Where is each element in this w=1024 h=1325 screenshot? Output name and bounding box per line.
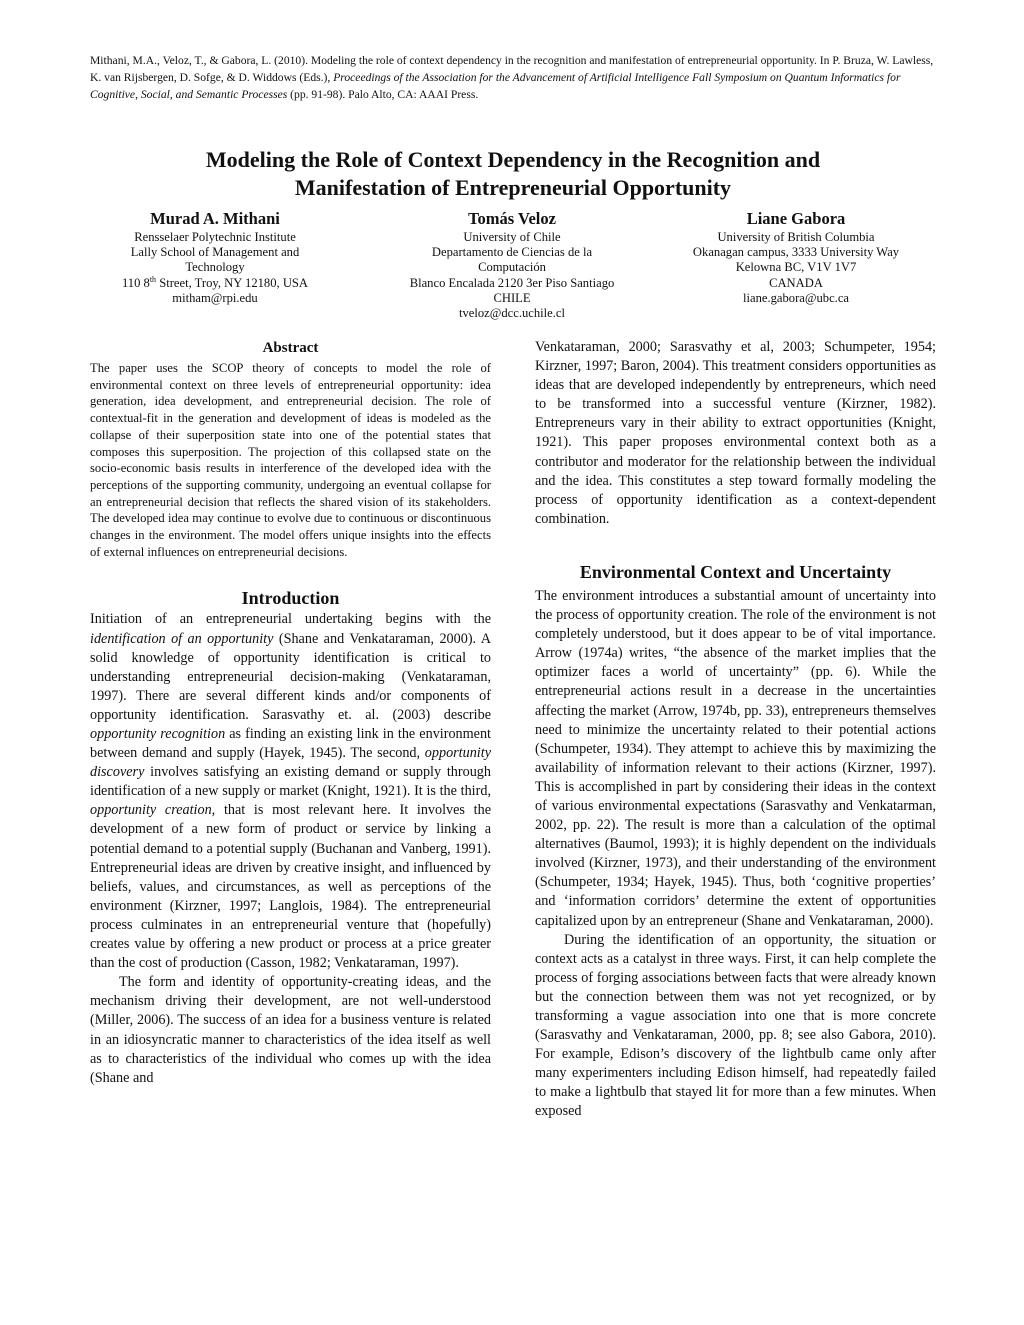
author-address: Kelowna BC, V1V 1V7 <box>735 260 857 275</box>
author-affiliation: University of Chile <box>463 230 561 244</box>
author-country: CANADA <box>769 275 823 290</box>
author-veloz <box>376 208 648 321</box>
environment-heading: Environmental Context and Uncertainty <box>579 561 892 582</box>
introduction-heading: Introduction <box>241 588 340 609</box>
author-name: Murad A. Mithani <box>150 209 280 228</box>
author-name: Tomás Veloz <box>468 209 556 228</box>
abstract-heading: Abstract <box>262 340 319 356</box>
citation-text: Mithani, M.A., Veloz, T., & Gabora, L. (2010). Modeling the role of context dependency in the recognition and manifestation of entrepreneurial opportunity. In P. Bruza, W. Lawless, K. van Rijsbergen, D. Sofge, & D. Widdows (Eds.), <box>90 54 934 84</box>
introduction-paragraph-1: Initiation of an entrepreneurial undertaking begins with the identification of an opportunity (Shane and Venkataraman, 2000). A solid knowledge of opportunity identification is critical to understanding entrepreneurial decision-making (Venkataraman, 1997). There are several different kinds and/or components of opportunity identification. Sarasvathy et. al. (2003) describe opportunity recognition as finding an existing link in the environment between demand and supply (Hayek, 1945). The second, opportunity discovery involves satisfying an existing demand or supply through identification of a new supply or market (Knight, 1921). It is the third, opportunity creation, that is most relevant here. It involves the development of a new form of product or service by linking a potential demand to a potential supply (Buchanan and Vanberg, 1991). Entrepreneurial ideas are driven by creative insight, and influenced by beliefs, values, and circumstances, as well as perceptions of the environment (Kirzner, 1997; Langlois, 1984). The entrepreneurial process culminates in an entrepreneurial venture that (hopefully) creates value by offering a new product or process at a price greater than the cost of production (Casson, 1982; Venkataraman, 1997). <box>90 611 492 972</box>
citation <box>90 52 936 103</box>
author-affiliation: Departamento de Ciencias de la <box>431 245 593 260</box>
environment-paragraph-1: The environment introduces a substantial amount of uncertainty into the process of opportunity creation. The role of the environment is not completely understood, but it does appear to be of vital importance. Arrow (1974a) writes, “the absence of the market implies that the optimizer faces a world of uncertainty” (pp. 6). While the entrepreneurial actions result in a decrease in the uncertainties affecting the market (Arrow, 1974b, pp. 33), entrepreneurs themselves need to minimize the uncertainty related to their potential actions (Schumpeter, 1934). They attempt to achieve this by maximizing the availability of information relevant to their actions (Kirzner, 1997). This is accomplished in part by considering their ideas in the context of various environmental expectations (Sarasvathy and Venkatarman, 2002, pp. 22). The result is more than a calculation of the optimal alternatives (Baumol, 1993); it is highly dependent on the individuals involved (Kirzner, 1973), and their understanding of the environment (Schumpeter, 1934; Hayek, 1945). Thus, both ‘cognitive properties’ and ‘information corridors’ determine the extent of opportunities capitalized upon by an entrepreneur (Shane and Venkataraman, 2000). <box>535 587 936 929</box>
citation-proceedings: Proceedings of the Association for the Advancement of Artificial Intelligence Fall Symposium on Quantum Informatics for Cognitive, Social, and Semantic Processes <box>90 71 901 101</box>
author-address: 110 8th Street, Troy, NY 12180, USA <box>121 274 309 290</box>
author-affiliation: University of British Columbia <box>717 230 875 244</box>
author-country: CHILE <box>493 290 531 305</box>
environment-paragraph-2: During the identification of an opportunity, the situation or context acts as a catalyst in three ways. First, it can help complete the process of forging associations between facts that were already known but the connection between them was not yet recognized, or by transforming a vague association into one that is more concrete (Sarasvathy and Venkataraman, 2000, pp. 8; see also Gabora, 2010). For example, Edison’s discovery of the lightbulb came only after many experimenters including Edison himself, had repeatedly failed to make a lightbulb that stayed lit for more than a few minutes. When exposed <box>535 931 936 1120</box>
author-affiliation: Technology <box>185 260 245 275</box>
authors-block <box>0 208 1024 328</box>
author-name: Liane Gabora <box>746 209 846 228</box>
author-mithani <box>90 208 340 306</box>
left-column <box>90 338 491 1088</box>
author-email: liane.gabora@ubc.ca <box>743 290 849 305</box>
paper-title <box>90 146 936 202</box>
citation-pages: (pp. 91-98). Palo Alto, CA: AAAI Press. <box>287 88 479 101</box>
author-address: Blanco Encalada 2120 3er Piso Santiago <box>409 275 615 290</box>
author-affiliation: Rensselaer Polytechnic Institute <box>134 230 296 244</box>
author-email: mitham@rpi.edu <box>172 290 258 305</box>
introduction-continuation: Venkataraman, 2000; Sarasvathy et al, 2003; Schumpeter, 1954; Kirzner, 1997; Baron, 2004). This treatment considers opportunities as ideas that are developed independently by entrepreneurs, which need to be transformed into a successful venture (Kirzner, 1982). Entrepreneurs vary in their ability to extract opportunities (Knight, 1921). This paper proposes environmental context both as a contributor and moderator for the relationship between the individual and the idea. This constitutes a step toward formally modeling the process of opportunity identification as a context-dependent combination. <box>535 339 936 527</box>
author-affiliation: Okanagan campus, 3333 University Way <box>692 245 900 260</box>
title-line-2: Manifestation of Entrepreneurial Opportunity <box>294 175 732 200</box>
introduction-paragraph-2: The form and identity of opportunity-creating ideas, and the mechanism driving their development, are not well-understood (Miller, 2006). The success of an idea for a business venture is related in an idiosyncratic manner to characteristics of the idea itself as well as to characteristics of the individual who comes up with the idea (Shane and <box>90 974 491 1086</box>
abstract-text: The paper uses the SCOP theory of concepts to model the role of environmental context on three levels of entrepreneurial opportunity: idea generation, idea development, and entrepreneurial decision. The role of contextual-fit in the generation and development of ideas is modeled as the collapse of their superposition state into one of the potential states that composes this superposition. The projection of this collapsed state on the socio-economic basis results in interference of the developed idea with the perceptions of the supporting community, undergoing an eventual collapse for an entrepreneurial decision that reflects the shared vision of its stakeholders. The developed idea may continue to evolve due to continuous or discontinuous changes in the environment. The model offers unique insights into the effects of external influences on entrepreneurial decisions. <box>90 361 491 559</box>
author-affiliation: Computación <box>478 260 546 275</box>
author-email: tveloz@dcc.uchile.cl <box>458 306 565 321</box>
author-gabora <box>668 208 924 306</box>
right-column <box>535 338 936 1122</box>
title-line-1: Modeling the Role of Context Dependency in the Recognition and <box>205 147 821 172</box>
author-affiliation: Lally School of Management and <box>130 245 300 260</box>
